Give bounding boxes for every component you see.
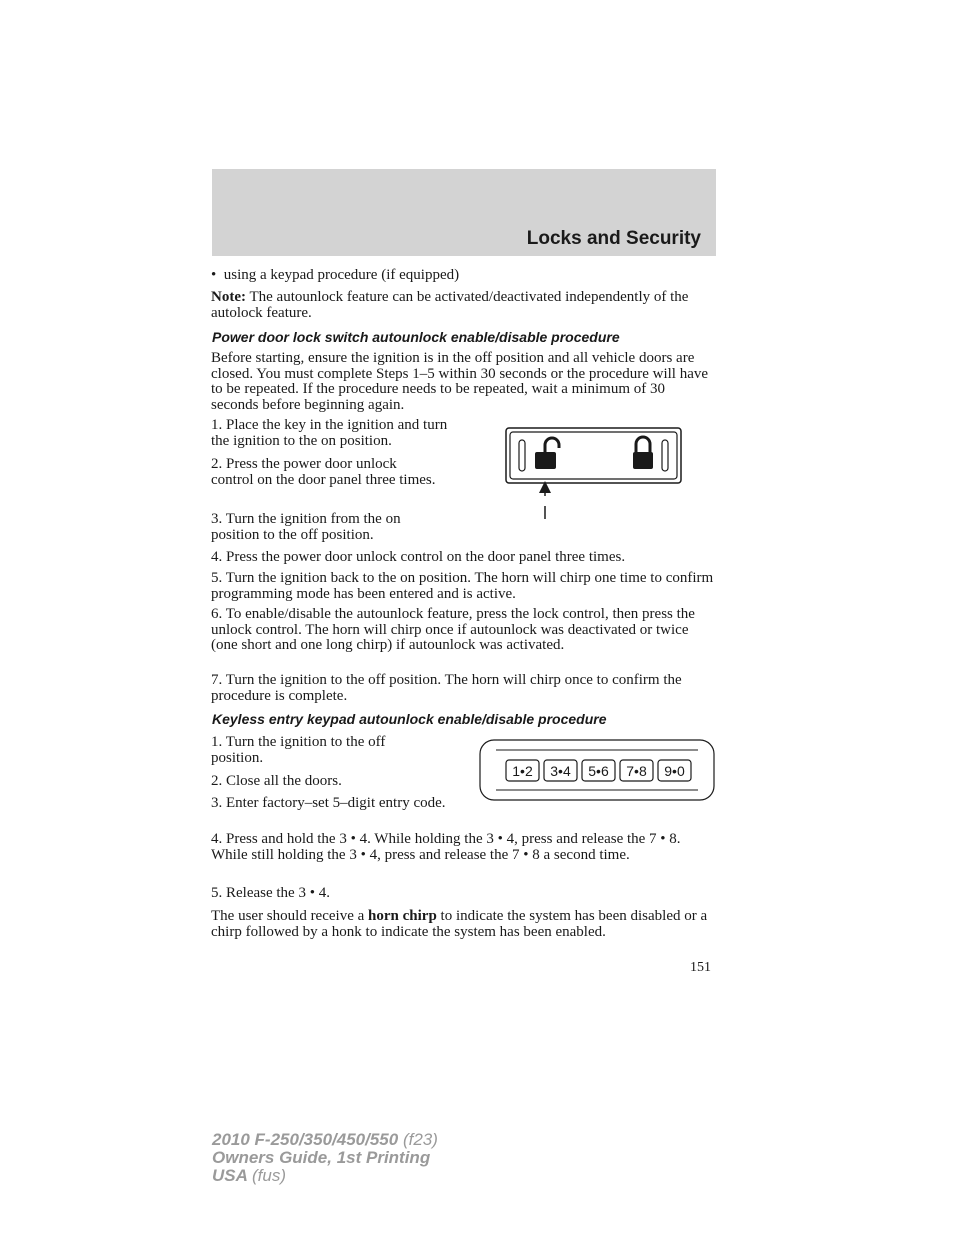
keypad-button-1 xyxy=(506,760,539,781)
footer-region-line: USA (fus) xyxy=(212,1166,286,1185)
footer-model-line: 2010 F-250/350/450/550 (f23) xyxy=(212,1130,438,1149)
power-step-4: 4. Press the power door unlock control on the door panel three times. xyxy=(211,549,626,565)
svg-text:7•8: 7•8 xyxy=(626,763,647,779)
power-step-5: 5. Turn the ignition back to the on position. The horn will chirp one time to confirm programming mode has been entered and is active. xyxy=(211,570,714,602)
bullet-text: using a keypad procedure (if equipped) xyxy=(223,267,460,283)
svg-text:3•4: 3•4 xyxy=(550,763,571,779)
keypad-button-5 xyxy=(658,760,691,781)
lock-icon xyxy=(633,437,653,469)
keyless-step-5: 5. Release the 3 • 4. xyxy=(211,885,330,901)
page-number: 151 xyxy=(690,960,711,975)
note-paragraph xyxy=(211,290,716,321)
keypad-figure xyxy=(478,738,718,804)
heading-keyless-procedure: Keyless entry keypad autounlock enable/disable procedure xyxy=(212,711,607,727)
section-title: Locks and Security xyxy=(526,228,701,249)
closing-paragraph: The user should receive a horn chirp to indicate the system has been disabled or a chirp followed by a honk to indicate the system has been enabled. xyxy=(211,908,708,940)
section-header-band xyxy=(212,169,716,256)
keyless-step-3: 3. Enter factory–set 5–digit entry code. xyxy=(211,795,446,811)
power-step-1: 1. Place the key in the ignition and turn the ignition to the on position. xyxy=(211,417,448,449)
power-step-6: 6. To enable/disable the autounlock feature, press the lock control, then press the unlock control. The horn will chirp once if autounlock was deactivated or twice (one short and one long chirp) if autounlock was activated. xyxy=(211,606,695,653)
keypad-button-2 xyxy=(544,760,577,781)
keyless-step-2: 2. Close all the doors. xyxy=(211,773,342,789)
bullet-item: • using a keypad procedure (if equipped) xyxy=(211,267,460,283)
keypad-button-3 xyxy=(582,760,615,781)
note-text: The autounlock feature can be activated/deactivated independently of the autolock feature. xyxy=(211,289,689,321)
door-lock-switch-figure xyxy=(505,426,685,526)
heading-power-lock-procedure: Power door lock switch autounlock enable/disable procedure xyxy=(212,329,620,345)
footer-guide-line: Owners Guide, 1st Printing xyxy=(212,1148,431,1167)
keypad-button-4 xyxy=(620,760,653,781)
svg-text:9•0: 9•0 xyxy=(664,763,685,779)
svg-text:1•2: 1•2 xyxy=(512,763,533,779)
horn-chirp-emphasis: horn chirp xyxy=(368,908,437,924)
note-label: Note: xyxy=(211,289,246,305)
power-step-3: 3. Turn the ignition from the on position to the off position. xyxy=(211,511,401,543)
intro-paragraph: Before starting, ensure the ignition is in the off position and all vehicle doors are closed. You must complete Steps 1–5 within 30 seconds or the procedure will have to be repeated. If the procedure needs to be repeated, wait a minimum of 30 seconds before beginning again. xyxy=(211,350,709,413)
keyless-step-4: 4. Press and hold the 3 • 4. While holding the 3 • 4, press and release the 7 • 8. While still holding the 3 • 4, press and release the 7 • 8 a second time. xyxy=(211,831,681,863)
svg-text:5•6: 5•6 xyxy=(588,763,609,779)
unlock-icon xyxy=(535,438,559,469)
power-step-2: 2. Press the power door unlock control on the door panel three times. xyxy=(211,456,436,488)
pointer-arrow-icon xyxy=(539,481,551,519)
keyless-step-1: 1. Turn the ignition to the off position. xyxy=(211,734,386,766)
document-footer xyxy=(212,1131,438,1185)
power-step-7: 7. Turn the ignition to the off position. The horn will chirp once to confirm the procedure is complete. xyxy=(211,672,682,704)
